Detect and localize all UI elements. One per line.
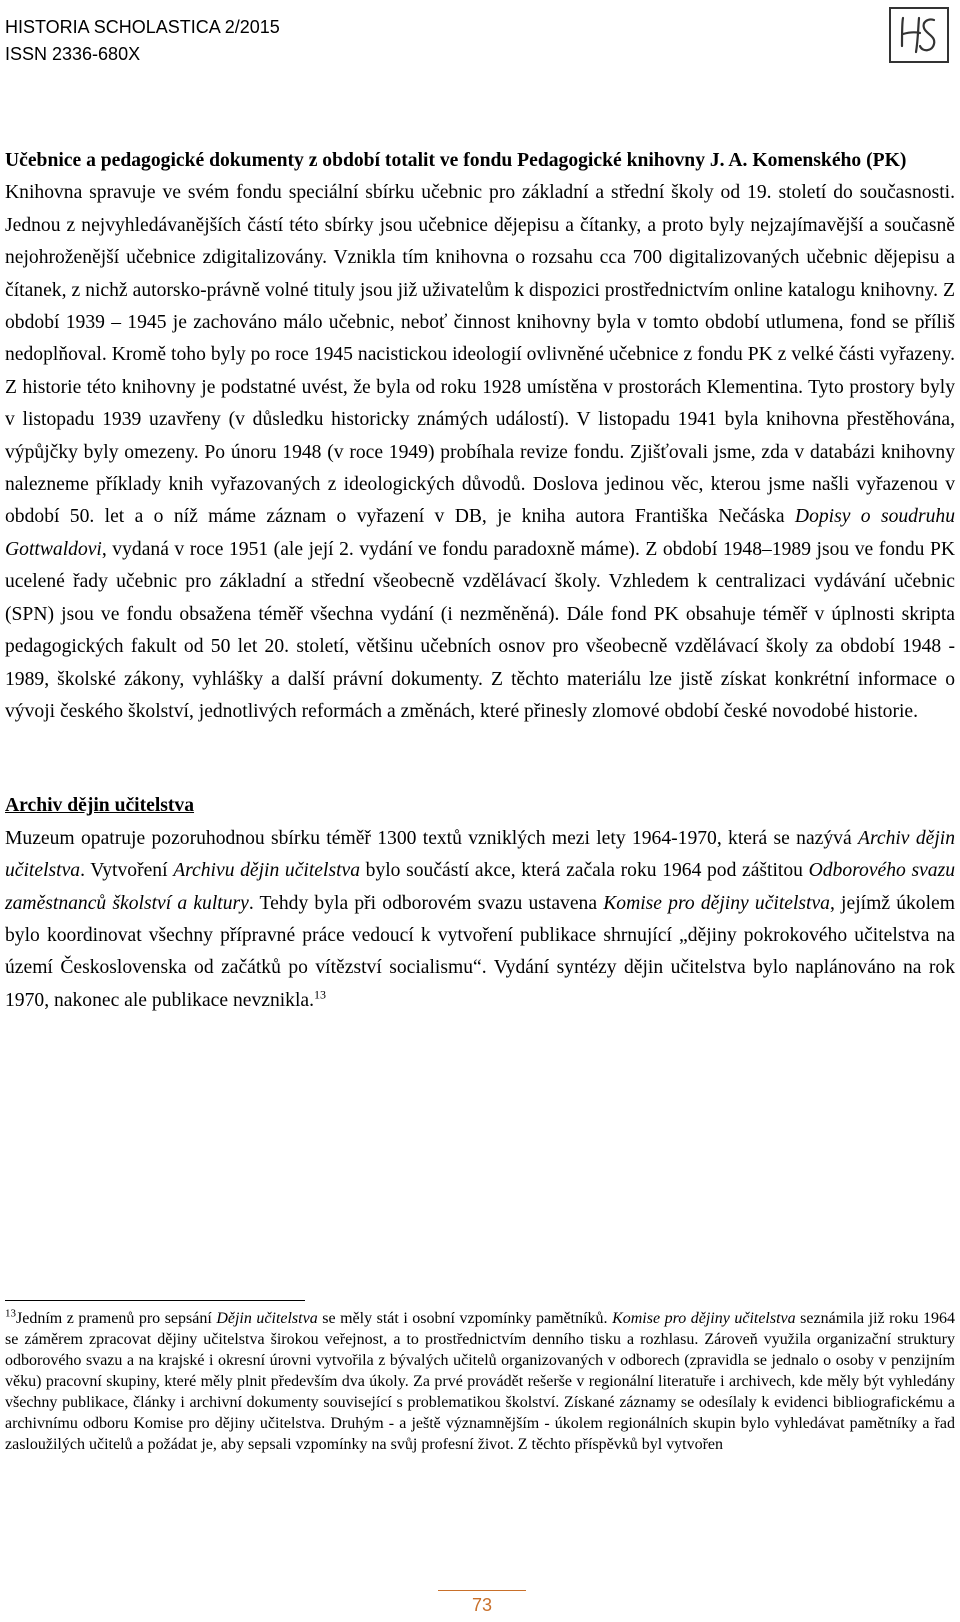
footnote-ref[interactable]: 13 xyxy=(314,987,327,1002)
journal-logo-icon xyxy=(888,6,950,64)
page-number-rule xyxy=(438,1590,526,1591)
italic-term: Komise pro dějiny učitelstva xyxy=(612,1310,796,1327)
italic-term: Archivu dějin učitelstva xyxy=(173,860,361,882)
book-title: Dopisy o soudruhu Gottwaldovi xyxy=(5,506,955,560)
italic-term: Komise pro dějiny učitelstva xyxy=(603,892,830,914)
paragraph-text: bylo součástí akce, která začala roku 1964 pod záštitou xyxy=(360,860,809,882)
footnote-separator xyxy=(5,1300,305,1301)
italic-term: Dějin učitelstva xyxy=(216,1310,318,1327)
paragraph-text: , vydaná v roce 1951 (ale její 2. vydání ve fondu paradoxně máme). Z období 1948–1989 jsou ve fondu PK ucelené řady učebnic pro základní a střední všeobecně vzdělávací školy. Vzhledem k centralizaci vydávání učebnic (SPN) jsou ve fondu obsažena téměř všechna vydání (i nezměněná). Dále fond PK obsahuje téměř v úplnosti skripta pedagogických fakult od 50 let 20. století, většinu učebních osnov pro všeobecně vzdělávací školy za období 1948 - 1989, školské zákony, vyhlášky a další právní dokumenty. Z těchto materiálu lze jistě získat konkrétní informace o vývoji českého školství, jednotlivých reformách a změnách, které přinesly zlomové období české novodobé historie. xyxy=(5,538,955,722)
section-paragraph-archive xyxy=(5,823,955,1017)
paragraph-text: Knihovna spravuje ve svém fondu speciální sbírku učebnic pro základní a střední školy od 19. století do současnosti. Jednou z nejvyhledávanějších částí této sbírky jsou učebnice dějepisu a čítanky, a proto byly nejzajímavější a současně nejohroženější učebnice zdigitalizovány. Vznikla tím knihovna o rozsahu cca 700 digitalizovaných učebnic dějepisu a čítanek, z nichž autorsko-právně volné tituly jsou již uživatelům k dispozici prostřednictvím online katalogu knihovny. Z období 1939 – 1945 je zachováno málo učebnic, neboť činnost knihovny byla v tomto období utlumena, fond se příliš nedoplňoval. Kromě toho byly po roce 1945 nacistickou ideologií ovlivněné učebnice z fondu PK z velké části vyřazeny. Z historie této knihovny je podstatné uvést, že byla od roku 1928 umístěna v prostorách Klementina. Tyto prostory byly v listopadu 1939 uzavřeny (v důsledku historicky známých událostí). V listopadu 1941 byla knihovna přestěhována, výpůjčky byly omezeny. Po únoru 1948 (v roce 1949) probíhala revize fondu. Zjišťovali jsme, zda v databázi knihovny nalezneme příklady knih vyřazovaných z ideologických důvodů. Doslova jedinou věc, kterou jsme našli vyřazenou v období 50. let a o níž máme záznam o vyřazení v DB, je kniha autora Františka Nečáska xyxy=(5,182,955,528)
paragraph-text: , jejímž úkolem bylo koordinovat všechny přípravné práce vedoucí k vytvoření publikace shrnující „dějiny pokrokového učitelstva na území Československa od začátků po vítězství socialismu“. Vydání syntézy dějin učitelstva bylo naplánováno na rok 1970, nakonec ale publikace nevznikla. xyxy=(5,892,955,1011)
italic-term: Archiv dějin učitelstva xyxy=(5,827,956,882)
footnote-text: se měly stát i osobní vzpomínky pamětníků. xyxy=(317,1310,613,1327)
journal-title: HISTORIA SCHOLASTICA 2/2015 xyxy=(5,17,280,37)
section-title-archive: Archiv dějin učitelstva xyxy=(5,795,195,817)
page-number: 73 xyxy=(471,1595,493,1615)
section-textbooks xyxy=(5,145,955,728)
paragraph-text: Muzeum opatruje pozoruhodnou sbírku téměř 1300 textů vzniklých mezi lety 1964-1970, která se nazývá xyxy=(5,827,858,849)
section-title-textbooks: Učebnice a pedagogické dokumenty z období totalit ve fondu Pedagogické knihovny J. A. Komenského (PK) xyxy=(5,150,907,171)
footnote-number: 13 xyxy=(5,1307,16,1320)
footnote-text: Jedním z pramenů pro sepsání xyxy=(16,1310,217,1327)
section-teacher-archive xyxy=(5,790,955,1017)
footnote-text: seznámila již roku 1964 se záměrem zpracovat dějiny učitelstva širokou veřejnost, a to prostřednictvím denního tisku a rozhlasu. Zároveň využila organizační struktury odborového svazu a na krajské i okresní úrovni vytvořila z bývalých učitelů organizovaných v odborech (zpravidla se jednalo o osoby v penzijním věku) pracovní skupiny, které měly plnit především dva úkoly. Za prvé provádět rešerše v regionální literatuře i archivech, kde měly být vyhledány všechny publikace, články i archivní dokumenty související s problematikou školství. Získané záznamy se odesílaly k evidenci bibliografickému a archivnímu odboru Komise pro dějiny učitelstva. Druhým - a ještě významnějším - úkolem regionálních skupin bylo vyhledávat pamětníky a řad zasloužilých učitelů a požádat je, aby sepsali vzpomínky na svůj profesní život. Z těchto příspěvků byl vytvořen xyxy=(5,1310,956,1453)
journal-issn: ISSN 2336-680X xyxy=(5,44,141,64)
section-paragraph-textbooks xyxy=(5,177,955,728)
footnote-13 xyxy=(5,1308,955,1455)
paragraph-text: . Tehdy byla při odborovém svazu ustavena xyxy=(248,892,604,914)
running-header xyxy=(5,14,280,68)
article-body xyxy=(5,145,955,1017)
italic-term: Odborového svazu zaměstnanců školství a kultury xyxy=(5,860,955,914)
paragraph-text: . Vytvoření xyxy=(80,860,174,882)
